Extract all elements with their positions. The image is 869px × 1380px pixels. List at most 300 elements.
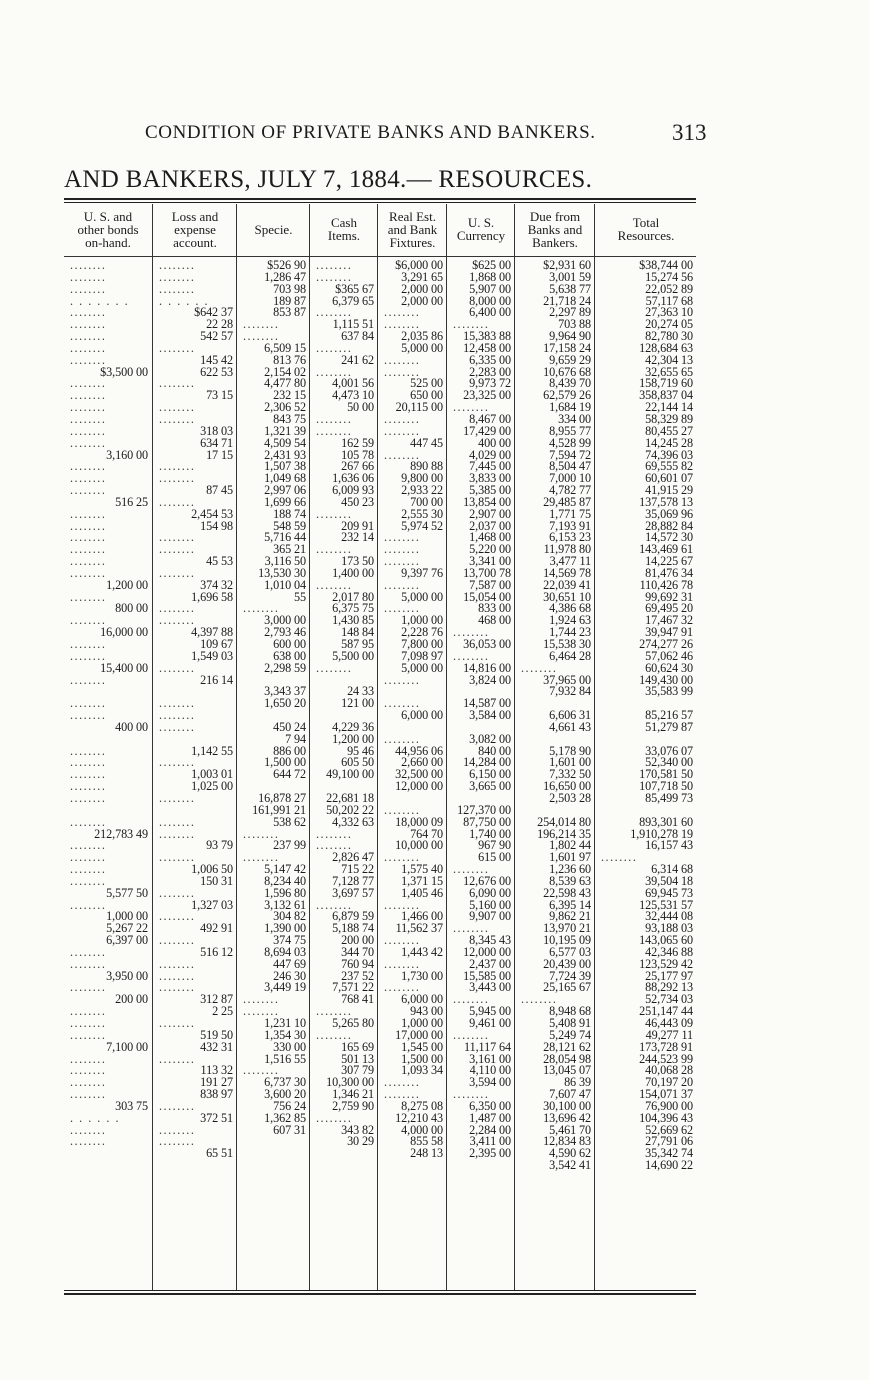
table-cell: 45 53: [206, 556, 233, 568]
table-cell: 15,585 00: [463, 970, 511, 983]
table-cell: 3,291 65: [401, 271, 443, 284]
table-cell: ........: [70, 958, 107, 971]
table-cell: 9,907 00: [469, 911, 511, 924]
table-cell: 14,284 00: [463, 757, 511, 770]
table-cell: [515, 698, 595, 710]
table-cell: 29,485 87: [543, 496, 591, 509]
table-cell: 57,117 68: [645, 295, 693, 308]
table-cell: 9,461 00: [469, 1018, 511, 1030]
table-cell: ........: [316, 342, 353, 355]
table-cell: ........: [70, 520, 107, 533]
table-cell: 39,504 18: [645, 875, 693, 888]
table-cell: ........: [159, 970, 196, 983]
table-cell: 127,370 00: [457, 804, 511, 817]
table-cell: ........: [159, 402, 196, 414]
table-cell: 1,430 85: [332, 615, 374, 628]
table-cell: ........: [384, 354, 421, 367]
table-cell: 432 31: [200, 1041, 233, 1054]
table-cell: 2,826 47: [332, 852, 374, 865]
table-cell: 33,076 07: [645, 745, 693, 758]
table-cell: 1,049 68: [264, 473, 306, 486]
table-cell: 25,177 97: [645, 970, 693, 983]
running-head: [0, 122, 869, 150]
table-cell: 1,010 04: [264, 579, 306, 592]
table-cell: 715 22: [341, 864, 374, 876]
table-cell: 4,397 88: [191, 627, 233, 639]
table-cell: ........: [384, 603, 421, 616]
table-cell: 2,503 28: [549, 792, 591, 805]
table-cell: 8,000 00: [469, 295, 511, 308]
table-cell: 893,301 60: [639, 816, 693, 829]
table-cell: ........: [453, 1089, 490, 1101]
table-cell: 8,539 63: [549, 875, 591, 888]
table-cell: ........: [70, 1029, 107, 1042]
table-cell: 2,907 00: [469, 508, 511, 521]
table-cell: 2,284 00: [469, 1124, 511, 1137]
table-cell: ........: [159, 461, 196, 474]
table-cell: 1,507 38: [264, 461, 306, 474]
table-cell: 764 70: [410, 828, 443, 841]
table-cell: 4,661 43: [549, 721, 591, 734]
table-cell: 12,834 83: [543, 1136, 591, 1149]
table-cell: ........: [316, 544, 353, 557]
table-cell: 2,154 02: [264, 366, 306, 379]
table-cell: 4,477 80: [264, 378, 306, 391]
table-cell: 516 25: [115, 496, 148, 509]
table-cell: 7,332 50: [549, 769, 591, 782]
table-cell: 15,538 30: [543, 639, 591, 651]
table-cell: ........: [70, 271, 107, 284]
table-cell: 57,062 46: [645, 650, 693, 663]
table-cell: 1,575 40: [401, 864, 443, 876]
table-cell: ........: [70, 567, 107, 580]
table-cell: 1,549 03: [191, 650, 233, 663]
table-cell: 6,606 31: [549, 710, 591, 722]
table-cell: 7,100 00: [106, 1041, 148, 1054]
table-cell: 10,676 68: [543, 366, 591, 379]
table-cell: 241 62: [341, 354, 374, 367]
table-cell: ........: [70, 342, 107, 355]
table-cell: 148 84: [341, 627, 374, 639]
table-cell: 12,210 43: [395, 1112, 443, 1125]
table-cell: 17,000 00: [395, 1029, 443, 1042]
table-cell: ........: [70, 283, 107, 296]
table-cell: ........: [159, 496, 196, 509]
table-cell: 107,718 50: [639, 781, 693, 793]
column-header: Total Resources.: [617, 215, 675, 243]
table-cell: 27,363 10: [645, 307, 693, 320]
table-cell: 5,577 50: [106, 887, 148, 900]
table-cell: 13,854 00: [463, 496, 511, 509]
table-cell: 6,314 68: [651, 864, 693, 876]
table-cell: 8,275 08: [401, 1100, 443, 1113]
table-cell: . . . . . . .: [70, 295, 130, 308]
table-cell: 267 66: [341, 461, 374, 474]
table-cell: ........: [316, 425, 353, 438]
table-cell: ........: [384, 413, 421, 426]
table-cell: 4,473 10: [332, 390, 374, 403]
table-cell: 5,249 74: [549, 1029, 591, 1042]
table-cell: 4,386 68: [549, 603, 591, 616]
table-cell: 6,350 00: [469, 1100, 511, 1113]
table-cell: 254,014 80: [537, 816, 591, 829]
table-cell: 2,228 76: [401, 627, 443, 639]
table-cell: 69,945 73: [645, 887, 693, 900]
table-cell: 650 00: [410, 390, 443, 403]
table-cell: 200 00: [115, 994, 148, 1007]
table-cell: 372 51: [200, 1112, 233, 1125]
table-cell: 1,354 30: [264, 1029, 306, 1042]
table-cell: [153, 805, 237, 817]
table-cell: 37,965 00: [543, 674, 591, 687]
table-cell: 30 29: [347, 1136, 374, 1149]
table-cell: ........: [316, 413, 353, 426]
table-cell: 1,500 00: [401, 1053, 443, 1066]
table-cell: 251,147 44: [639, 1006, 693, 1018]
table-cell: 5,000 00: [401, 662, 443, 675]
table-cell: 525 00: [410, 378, 443, 391]
table-cell: 1,286 47: [264, 271, 306, 284]
table-cell: 105 78: [341, 449, 374, 462]
table-cell: 200 00: [341, 935, 374, 947]
table-cell: 30,100 00: [543, 1100, 591, 1113]
table-cell: 60,624 30: [645, 662, 693, 675]
table-cell: ........: [159, 271, 196, 284]
table-cell: 3,116 50: [264, 556, 306, 568]
column-0: [64, 204, 152, 1290]
table-cell: 760 94: [341, 958, 374, 971]
column-7: [594, 204, 697, 1290]
table-cell: ........: [70, 710, 107, 722]
column-header: U. S. and other bonds on-hand.: [77, 208, 139, 250]
table-cell: ........: [159, 792, 196, 805]
table-cell: [64, 805, 152, 817]
table-cell: ........: [159, 473, 196, 486]
table-cell: ........: [70, 745, 107, 758]
table-cell: ........: [316, 579, 353, 592]
table-cell: 41,915 29: [645, 485, 693, 497]
table-cell: 104,396 43: [639, 1112, 693, 1125]
table-cell: ........: [159, 567, 196, 580]
table-cell: 11,978 80: [543, 544, 591, 557]
table-cell: 3,833 00: [469, 473, 511, 486]
table-cell: 344 70: [341, 946, 374, 959]
table-cell: 17 15: [206, 449, 233, 462]
table-cell: 2,298 59: [264, 662, 306, 675]
table-cell: 13,045 07: [543, 1065, 591, 1078]
table-cell: 22,598 43: [543, 887, 591, 900]
table-cell: 121 00: [341, 698, 374, 711]
table-cell: 17,467 32: [645, 615, 693, 628]
table-cell: 1,390 00: [264, 923, 306, 936]
table-cell: ........: [384, 804, 421, 817]
table-cell: ........: [70, 425, 107, 438]
table-cell: ........: [243, 852, 280, 865]
table-cell: 15,054 00: [463, 591, 511, 604]
table-cell: 165 69: [341, 1041, 374, 1054]
table-cell: ........: [159, 283, 196, 296]
table-cell: 11,117 64: [464, 1041, 511, 1054]
table-cell: $6,000 00: [395, 260, 443, 272]
table-cell: 304 82: [273, 911, 306, 924]
table-cell: $2,931 60: [543, 260, 591, 272]
table-cell: 7,193 91: [549, 520, 591, 533]
table-cell: 450 23: [341, 496, 374, 509]
table-cell: ........: [70, 485, 107, 497]
table-cell: 16,000 00: [100, 627, 148, 639]
table-cell: 14,572 30: [645, 532, 693, 545]
table-cell: 191 27: [200, 1077, 233, 1090]
table-cell: 81,476 34: [645, 567, 693, 580]
table-cell: 12,000 00: [463, 946, 511, 959]
table-cell: $3,500 00: [100, 366, 148, 379]
table-cell: ........: [316, 1112, 353, 1125]
table-cell: 14,225 67: [645, 556, 693, 568]
table-cell: 188 74: [273, 508, 306, 521]
table-cell: ........: [243, 994, 280, 1007]
table-cell: ........: [159, 852, 196, 865]
table-cell: 13,530 30: [258, 567, 306, 580]
table-cell: 82,780 30: [645, 331, 693, 343]
table-cell: 30,651 10: [543, 591, 591, 604]
table-cell: 365 21: [273, 544, 306, 557]
table-cell: 516 12: [200, 946, 233, 959]
table-cell: 123,529 42: [639, 958, 693, 971]
table-cell: ........: [384, 556, 421, 568]
table-cell: 6,464 28: [549, 650, 591, 663]
table-cell: 303 75: [115, 1100, 148, 1113]
table-cell: 16,650 00: [543, 781, 591, 793]
table-cell: ........: [384, 366, 421, 379]
table-cell: 1,868 00: [469, 271, 511, 284]
table-cell: ........: [243, 828, 280, 841]
table-cell: 55: [294, 591, 306, 604]
table-cell: 5,265 80: [332, 1018, 374, 1030]
table-cell: ........: [316, 840, 353, 853]
table-cell: 2,035 86: [401, 331, 443, 343]
table-cell: 1,601 97: [549, 852, 591, 865]
table-cell: 9,964 90: [549, 331, 591, 343]
table-cell: 1,006 50: [191, 864, 233, 876]
table-cell: [595, 805, 697, 817]
table-cell: ........: [70, 532, 107, 545]
table-cell: 312 87: [200, 994, 233, 1007]
table-cell: 15,383 88: [463, 331, 511, 343]
table-cell: ........: [70, 781, 107, 793]
table-cell: ........: [384, 698, 421, 711]
table-cell: 85,499 73: [645, 792, 693, 805]
table-cell: 23,325 00: [463, 390, 511, 403]
table-cell: 22,681 18: [326, 792, 374, 805]
table-cell: 62,579 26: [543, 390, 591, 403]
table-cell: 14,569 78: [543, 567, 591, 580]
table-cell: 5,000 00: [401, 591, 443, 604]
table-cell: 25,165 67: [543, 982, 591, 995]
table-cell: 7,128 77: [332, 875, 374, 888]
table-cell: ........: [70, 982, 107, 995]
table-cell: 2,395 00: [469, 1148, 511, 1161]
table-cell: 4,332 63: [332, 816, 374, 829]
table-cell: 1,405 46: [401, 887, 443, 900]
table-cell: 27,791 06: [645, 1136, 693, 1149]
table-cell: ........: [316, 260, 353, 272]
table-cell: 2,933 22: [401, 485, 443, 497]
table-cell: 36,053 00: [463, 639, 511, 651]
table-cell: 967 90: [478, 840, 511, 853]
table-cell: ........: [159, 816, 196, 829]
table-cell: [595, 698, 697, 710]
table-cell: 248 13: [410, 1148, 443, 1161]
table-cell: ........: [316, 662, 353, 675]
table-cell: 87,750 00: [463, 816, 511, 829]
column-6: [514, 204, 595, 1290]
table-cell: 161,991 21: [252, 804, 306, 817]
table-cell: ........: [316, 1029, 353, 1042]
table-cell: [378, 686, 447, 698]
table-cell: 44,956 06: [395, 745, 443, 758]
table-cell: 1,910,278 19: [630, 828, 693, 841]
table-cell: 173,728 91: [639, 1041, 693, 1054]
table-cell: 196,214 35: [537, 828, 591, 841]
table-cell: 10,195 09: [543, 935, 591, 947]
table-cell: 1,400 00: [332, 567, 374, 580]
table-cell: 9,800 00: [401, 473, 443, 486]
table-cell: 1,468 00: [469, 532, 511, 545]
table-cell: 3,477 11: [549, 556, 591, 568]
table-cell: 768 41: [341, 994, 374, 1007]
table-cell: 93 79: [206, 840, 233, 853]
table-cell: 1,142 55: [191, 745, 233, 758]
table-cell: ........: [159, 710, 196, 722]
table-cell: 607 31: [273, 1124, 306, 1137]
table-cell: ........: [70, 899, 107, 912]
table-cell: 15,274 56: [645, 271, 693, 284]
table-cell: [595, 734, 697, 746]
table-cell: ........: [70, 1077, 107, 1090]
table-cell: ........: [243, 603, 280, 616]
table-cell: 7,594 72: [549, 449, 591, 462]
table-cell: ........: [521, 662, 558, 675]
table-cell: 69,495 20: [645, 603, 693, 616]
table-cell: [153, 734, 237, 746]
table-cell: [310, 675, 378, 687]
table-cell: ........: [159, 662, 196, 675]
table-cell: 1,636 06: [332, 473, 374, 486]
table-cell: 800 00: [115, 603, 148, 616]
table-cell: 274,277 26: [639, 639, 693, 651]
table-cell: [378, 722, 447, 734]
table-cell: ........: [316, 271, 353, 284]
table-cell: 18,000 09: [395, 816, 443, 829]
table-cell: ........: [70, 852, 107, 865]
table-cell: ........: [159, 378, 196, 391]
table-cell: ........: [384, 982, 421, 995]
table-cell: ........: [243, 1006, 280, 1018]
table-cell: 2,306 52: [264, 402, 306, 414]
table-cell: ........: [70, 769, 107, 782]
table-cell: 110,426 78: [639, 579, 693, 592]
table-cell: 5,188 74: [332, 923, 374, 936]
table-cell: 843 75: [273, 413, 306, 426]
table-cell: 76,900 00: [645, 1100, 693, 1113]
table-cell: 400 00: [115, 721, 148, 734]
table-cell: ........: [159, 1136, 196, 1149]
table-cell: ........: [384, 532, 421, 545]
table-cell: 838 97: [200, 1089, 233, 1101]
table-cell: ........: [601, 852, 638, 865]
table-cell: 95 46: [347, 745, 374, 758]
table-cell: 12,458 00: [463, 342, 511, 355]
table-cell: 3,001 59: [549, 271, 591, 284]
table-cell: 447 45: [410, 437, 443, 450]
table-cell: 5,638 77: [549, 283, 591, 296]
table-cell: 3,824 00: [469, 674, 511, 687]
table-cell: 542 57: [200, 331, 233, 343]
table-cell: [237, 710, 310, 722]
table-cell: ........: [453, 319, 490, 332]
table-cell: 3,082 00: [469, 733, 511, 746]
table-cell: 2,431 93: [264, 449, 306, 462]
table-cell: 3,443 00: [469, 982, 511, 995]
table-cell: 28,054 98: [543, 1053, 591, 1066]
table-cell: ........: [70, 378, 107, 391]
table-cell: 99,692 31: [645, 591, 693, 604]
table-cell: [515, 805, 595, 817]
table-cell: ........: [159, 544, 196, 557]
table-cell: ........: [70, 650, 107, 663]
table-cell: 2,555 30: [401, 508, 443, 521]
table-cell: . . . . . .: [159, 295, 210, 308]
table-cell: [64, 686, 152, 698]
table-cell: ........: [70, 390, 107, 403]
table-cell: 2,437 00: [469, 958, 511, 971]
table-cell: ........: [70, 1053, 107, 1066]
table-cell: 50,202 22: [326, 804, 374, 817]
table-cell: 88,292 13: [645, 982, 693, 995]
table-cell: 468 00: [478, 615, 511, 628]
table-cell: $625 00: [472, 260, 511, 272]
table-cell: 93,188 03: [645, 923, 693, 936]
table-cell: 17,429 00: [463, 425, 511, 438]
bottom-rule-thick: [64, 1293, 696, 1295]
table-cell: 447 69: [273, 958, 306, 971]
table-cell: 35,342 74: [645, 1148, 693, 1161]
table-cell: ........: [159, 1053, 196, 1066]
table-cell: 28,121 62: [543, 1041, 591, 1054]
table-cell: 6,000 00: [401, 710, 443, 722]
table-cell: ........: [384, 899, 421, 912]
table-cell: ........: [159, 532, 196, 545]
table-cell: 237 52: [341, 970, 374, 983]
table-cell: 1,924 63: [549, 615, 591, 628]
table-cell: 13,700 78: [463, 567, 511, 580]
table-cell: ........: [159, 342, 196, 355]
table-cell: 4,528 99: [549, 437, 591, 450]
table-cell: 125,531 57: [639, 899, 693, 912]
table-cell: 8,948 68: [549, 1006, 591, 1018]
table-cell: ........: [70, 698, 107, 711]
page-number: 313: [672, 120, 707, 145]
table-cell: 16,878 27: [258, 792, 306, 805]
table-cell: 154,071 37: [639, 1089, 693, 1101]
table-cell: 3,697 57: [332, 887, 374, 900]
table-cell: 32,655 65: [645, 366, 693, 379]
column-header: Real Est. and Bank Fixtures.: [387, 208, 438, 250]
table-cell: 52,734 03: [645, 994, 693, 1007]
table-cell: 5,907 00: [469, 283, 511, 296]
table-cell: 86 39: [564, 1077, 591, 1090]
table-cell: [447, 793, 515, 805]
